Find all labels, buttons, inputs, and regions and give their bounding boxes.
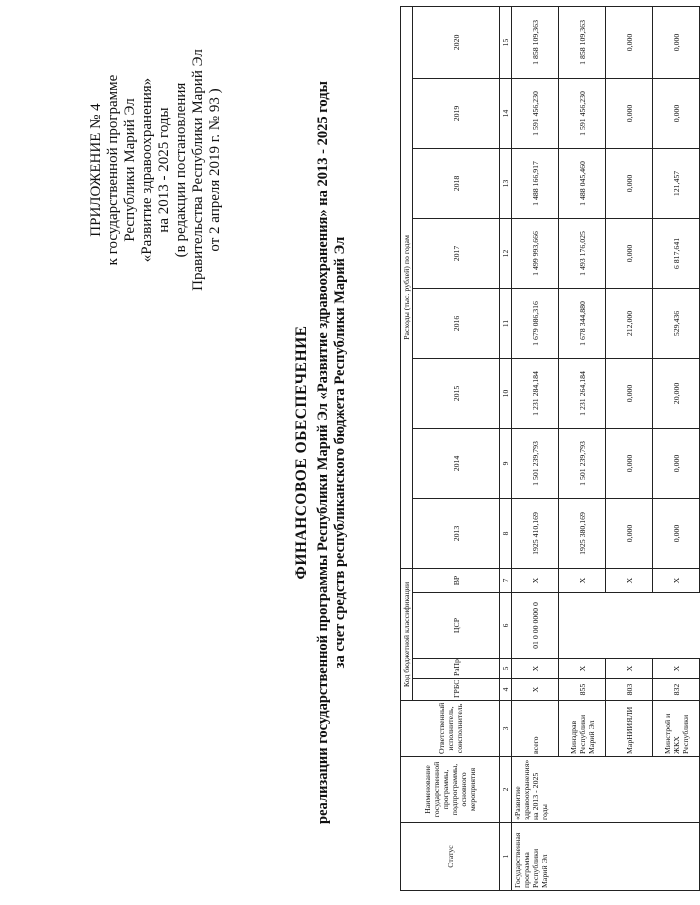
row-name: «Развитие здравоохранения» на 2013 - 2025 годы [512,757,700,823]
header-rzpr: РзПр [413,659,500,679]
row-vr: X [559,568,606,592]
row-value: 1 679 086,316 [512,288,559,358]
column-number: 3 [500,701,512,757]
row-rzpr: X [606,659,653,679]
row-grbs: 803 [606,679,653,701]
row-value: 6 817,641 [653,218,700,288]
header-year: 2016 [413,288,500,358]
row-grbs: 832 [653,679,700,701]
row-value: 0,000 [653,78,700,148]
header-year: 2015 [413,358,500,428]
row-value: 1 231 284,184 [512,358,559,428]
header-grbs: ГРБС [413,679,500,701]
column-number: 6 [500,593,512,659]
column-number: 10 [500,358,512,428]
row-value: 1 499 993,666 [512,218,559,288]
column-number: 4 [500,679,512,701]
column-number: 1 [500,823,512,891]
row-rzpr: X [512,659,559,679]
row-value: 0,000 [606,428,653,498]
appendix-line: к государственной программе [105,74,121,266]
appendix-line: на 2013 - 2025 годы [156,107,172,233]
row-status: Государственная программа Республики Марий Эл [512,823,700,891]
row-vr: X [512,568,559,592]
document-title: ФИНАНСОВОЕ ОБЕСПЕЧЕНИЕ [293,325,310,580]
row-rzpr: X [559,659,606,679]
row-value: 1 591 456,230 [512,78,559,148]
row-value: 1 678 344,880 [559,288,606,358]
column-number: 11 [500,288,512,358]
header-responsible: Ответственный исполнитель, соисполнитель [401,701,500,757]
row-value: 1925 380,169 [559,498,606,568]
row-value: 1 501 239,793 [512,428,559,498]
row-value: 121,457 [653,148,700,218]
header-status: Статус [401,823,500,891]
appendix-line: (в редакции постановления [173,82,189,258]
row-value: 0,000 [653,498,700,568]
column-number: 13 [500,148,512,218]
row-rzpr: X [653,659,700,679]
row-vr: X [606,568,653,592]
row-value: 0,000 [606,78,653,148]
header-year: 2018 [413,148,500,218]
row-value: 20,000 [653,358,700,428]
row-value: 0,000 [653,6,700,78]
appendix-line: «Развитие здравоохранения» [139,77,155,263]
header-year: 2014 [413,428,500,498]
header-budget-code: Код бюджетной классификации [401,568,413,700]
row-grbs: 855 [559,679,606,701]
row-responsible: МарНИИЯЛИ [606,701,653,757]
header-expenses: Расходы (тыс. рублей) по годам [401,6,413,568]
row-value: 0,000 [653,428,700,498]
row-value: 0,000 [606,6,653,78]
appendix-line: ПРИЛОЖЕНИЕ № 4 [88,103,104,237]
row-value: 1 591 456,230 [559,78,606,148]
row-value: 0,000 [606,148,653,218]
row-value: 212,000 [606,288,653,358]
column-number-row [500,6,512,890]
financing-table [400,6,700,891]
appendix-block [88,45,224,295]
table-row [512,6,559,890]
row-value: 0,000 [606,498,653,568]
row-value: 1 488 166,917 [512,148,559,218]
column-number: 5 [500,659,512,679]
row-value: 1 231 264,184 [559,358,606,428]
row-responsible: Минстрой и ЖКХ Республики [653,701,700,757]
column-number: 15 [500,6,512,78]
column-number: 14 [500,78,512,148]
row-value: 1 858 109,363 [559,6,606,78]
row-value: 529,436 [653,288,700,358]
row-value: 1 493 176,025 [559,218,606,288]
row-grbs: X [512,679,559,701]
row-csr: 01 0 00 0000 0 [512,593,559,659]
row-responsible: всего [512,701,559,757]
row-csr [559,593,700,659]
row-value: 0,000 [606,358,653,428]
header-year: 2019 [413,78,500,148]
row-vr: X [653,568,700,592]
appendix-line: от 2 апреля 2019 г. № 93 ) [207,88,223,252]
appendix-line: Республики Марий Эл [122,98,138,242]
column-number: 8 [500,498,512,568]
header-csr: ЦСР [413,593,500,659]
column-number: 7 [500,568,512,592]
row-responsible: Минздрав Республики Марий Эл [559,701,606,757]
subtitle-line-2: за счет средств республиканского бюджета Республики Марий Эл [332,236,348,669]
document-subtitle [315,0,349,905]
row-value: 1925 410,169 [512,498,559,568]
subtitle-line-1: реализации государственной программы Республики Марий Эл «Развитие здравоохранения» на 2013 - 2025 годы [315,81,331,824]
row-value: 0,000 [606,218,653,288]
header-vr: ВР [413,568,500,592]
header-year: 2013 [413,498,500,568]
header-year: 2017 [413,218,500,288]
appendix-line: Правительства Республики Марий Эл [190,49,206,291]
header-row-1 [401,6,413,890]
row-value: 1 501 239,793 [559,428,606,498]
row-value: 1 858 109,363 [512,6,559,78]
column-number: 12 [500,218,512,288]
row-value: 1 488 045,460 [559,148,606,218]
column-number: 2 [500,757,512,823]
column-number: 9 [500,428,512,498]
header-name: Наименование государственной программы, подпрограммы, основного мероприятия [401,757,500,823]
header-year: 2020 [413,6,500,78]
